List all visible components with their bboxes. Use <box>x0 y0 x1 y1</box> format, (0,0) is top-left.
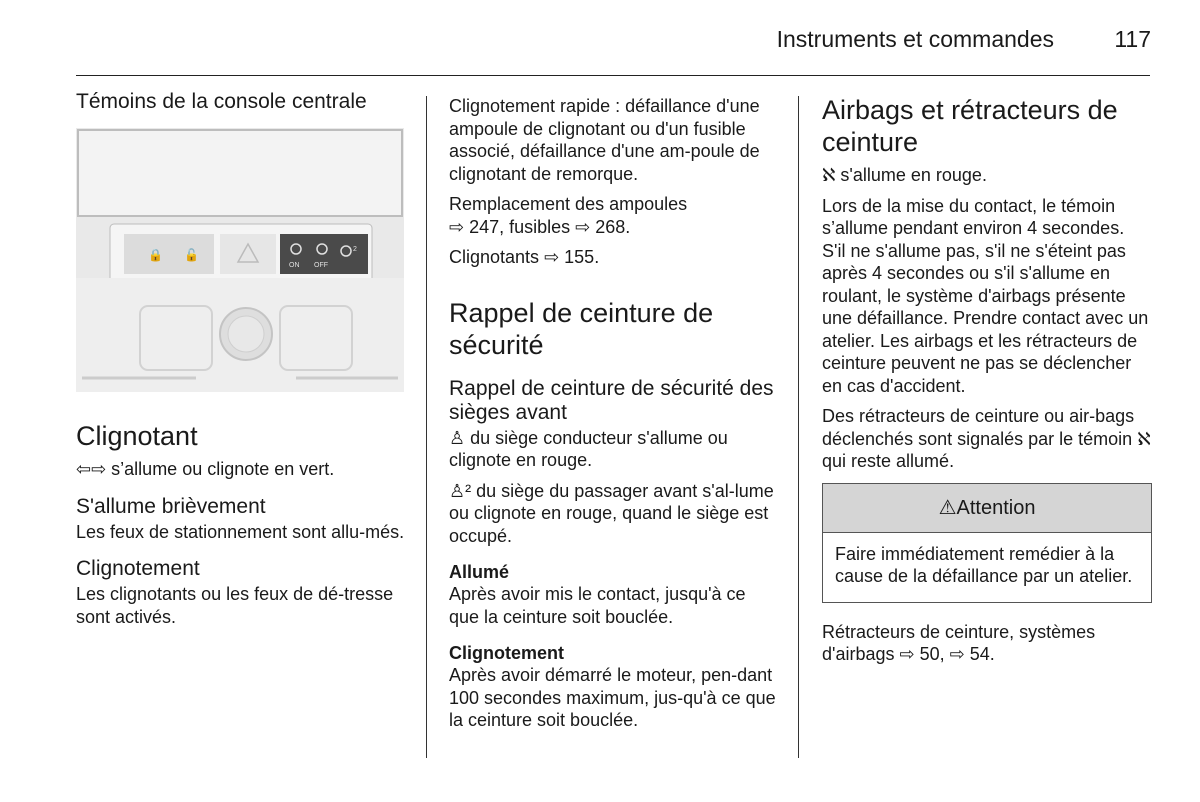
heading-clignotement-belt: Clignotement <box>449 643 564 663</box>
airbag-triggered-text: Des rétracteurs de ceinture ou air-bags déclenchés sont signalés par le témoin ℵ qui reste allumé. <box>822 406 1151 471</box>
turn-signal-icon: ⇦⇨ <box>76 459 107 479</box>
heading-airbags: Airbags et rétracteurs de ceinture <box>822 95 1118 157</box>
heading-rappel-sieges: Rappel de ceinture de sécurité des sièges avant <box>449 376 774 424</box>
passenger-seatbelt-icon: ♙² <box>449 480 472 501</box>
page-ref-arrow-icon: ⇨ <box>899 644 915 664</box>
airbag-description: Lors de la mise du contact, le témoin s’allume pendant environ 4 secondes. S'il ne s'allume pas, s'il ne s'éteint pas après 4 secondes ou s'il s'allume en roulant, le système d'airbags présente une défaillance. Prendre contact avec un atelier. Les airbags et les rétracteurs de ceinture peuvent ne pas se déclencher en cas d'accident. <box>822 195 1149 396</box>
airbag-icon: ℵ <box>1137 428 1151 449</box>
driver-seatbelt-icon: ♙ <box>449 427 466 448</box>
svg-text:🔓: 🔓 <box>184 248 199 262</box>
column-divider-1 <box>426 96 427 758</box>
page-header-title: Instruments et commandes <box>776 26 1054 52</box>
page-ref-arrow-icon: ⇨ <box>575 216 591 237</box>
driver-belt-text: ♙ du siège conducteur s'allume ou clignote en rouge. <box>449 427 728 470</box>
switch-on-label: ON <box>289 262 300 269</box>
column-1 <box>76 90 406 636</box>
passenger-belt-text: ♙² du siège du passager avant s'al-lume ou clignote en rouge, quand le siège est occupé. <box>449 480 774 546</box>
heading-clignotement: Clignotement <box>76 557 200 580</box>
airbag-refs: Rétracteurs de ceinture, systèmes d'airbags ⇨ 50, ⇨ 54. <box>822 621 1096 664</box>
heading-allume: Allumé <box>449 562 510 582</box>
clignotement-text: Les clignotants ou les feux de dé-tresse sont activés. <box>76 584 394 627</box>
header-rule <box>76 75 1150 76</box>
svg-text:🔒: 🔒 <box>148 248 163 262</box>
warning-box <box>822 483 1152 603</box>
replacement-ref: Remplacement des ampoules ⇨ 247, fusibles ⇨ 268. <box>449 194 688 237</box>
warning-title: ⚠Attention <box>823 484 1151 533</box>
airbag-line1: ℵ s'allume en rouge. <box>822 165 987 185</box>
page-ref-arrow-icon: ⇨ <box>544 247 560 267</box>
fast-blink-text: Clignotement rapide : défaillance d'une ampoule de clignotant ou d'un fusible associé, défaillance d'une am-poule de clignotant de remorque. <box>449 96 760 184</box>
airbag-icon: ℵ <box>822 165 836 185</box>
heading-bref: S'allume brièvement <box>76 494 266 518</box>
switch-off-label: OFF <box>314 262 328 269</box>
column-divider-2 <box>798 96 799 758</box>
page-ref-arrow-icon: ⇨ <box>449 216 465 237</box>
section-heading-console: Témoins de la console centrale <box>76 90 367 113</box>
column-3 <box>822 94 1152 674</box>
switch-passenger-label: 2 <box>353 246 357 253</box>
clignotants-ref: Clignotants ⇨ 155. <box>449 247 600 267</box>
bref-text: Les feux de stationnement sont allu-més. <box>76 521 405 542</box>
page-number: 117 <box>1114 26 1151 52</box>
allume-text: Après avoir mis le contact, jusqu'à ce que la ceinture soit bouclée. <box>449 584 746 627</box>
heading-rappel: Rappel de ceinture de sécurité <box>449 297 714 360</box>
warning-text: Faire immédiatement remédier à la cause de la défaillance par un atelier. <box>835 543 1133 586</box>
page-ref-arrow-icon: ⇨ <box>949 644 965 664</box>
clignotant-text: ⇦⇨ s’allume ou clignote en vert. <box>76 459 335 479</box>
heading-clignotant: Clignotant <box>76 421 198 451</box>
center-console-illustration <box>76 128 404 392</box>
clignotement-belt-text: Après avoir démarré le moteur, pen-dant 100 secondes maximum, jus-qu'à ce que la ceinture soit bouclée. <box>449 665 776 730</box>
column-2 <box>449 95 779 740</box>
